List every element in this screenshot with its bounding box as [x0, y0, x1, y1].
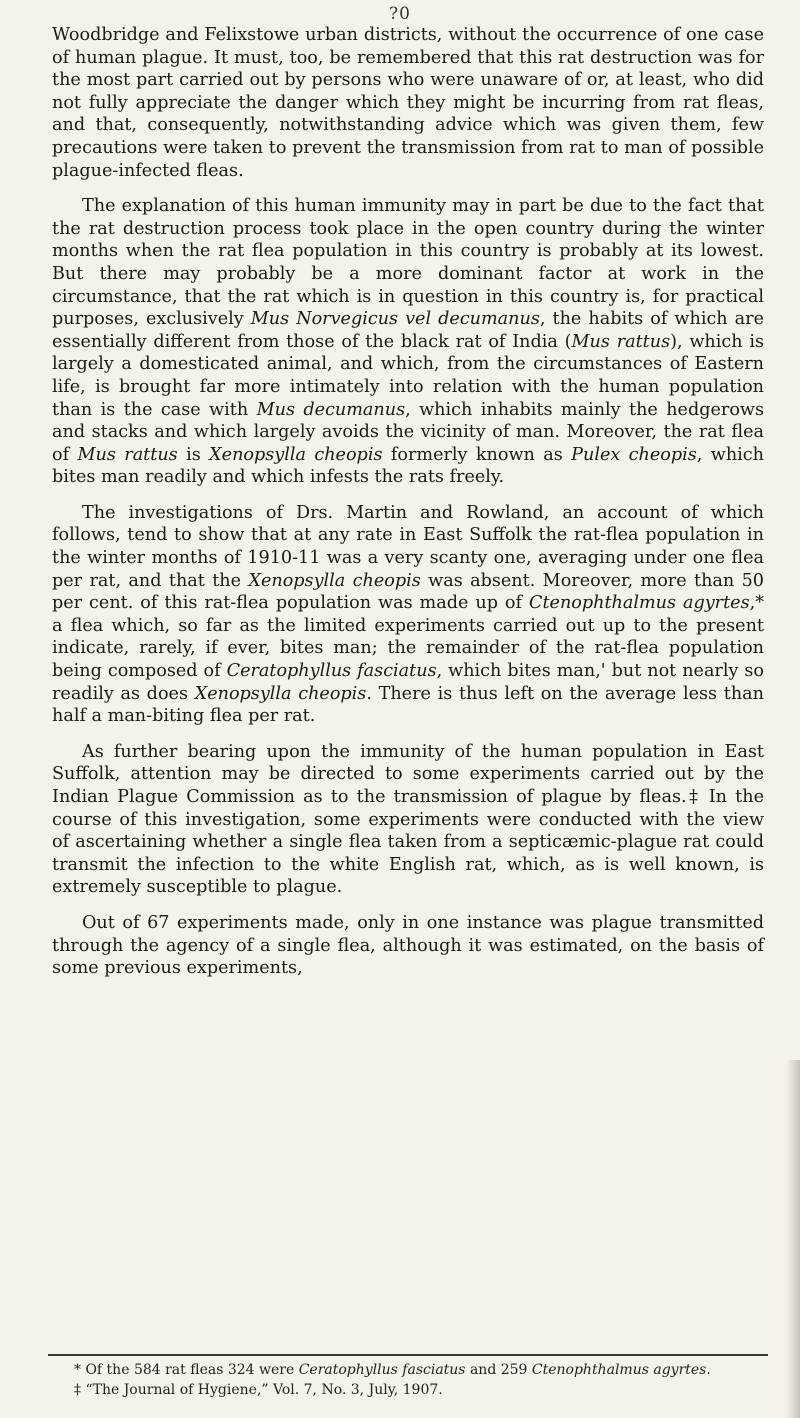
footnote-divider [48, 1354, 768, 1356]
page-number: ?0 [389, 4, 411, 24]
paragraph [52, 502, 764, 728]
footnote [52, 1380, 764, 1400]
text-run: is [177, 444, 210, 465]
text-run: formerly known as [382, 444, 572, 465]
paragraph [52, 741, 764, 899]
italic-text-run: Ctenophthalmus agyrtes [529, 593, 750, 614]
paragraph [52, 24, 764, 182]
italic-text-run: Pulex cheopis [571, 444, 697, 465]
footnote [52, 1360, 764, 1380]
text-run: As further bearing upon the immunity of the human population in East Suffolk, attention may be directed to some experiments carried out by the Indian Plague Commission as to the transmission of plague by fleas.‡ In the course of this investigation, some experiments were conducted with the view of ascertaining whether a single flea taken from a septicæmic-plague rat could transmit the infection to the white English rat, which, as is well known, is extremely susceptible to plague. [52, 741, 764, 898]
italic-text-run: Xenopsylla cheopis [209, 444, 383, 465]
text-run: Out of 67 experiments made, only in one instance was plague transmitted through the agency of a single flea, although it was estimated, on the basis of some previous experiments, [52, 912, 764, 979]
text-run: , which inhabits mainly the hedgerows and stacks and which largely avoids the vicinity of man. Moreover, the rat flea of [52, 399, 764, 465]
text-run: . [706, 1362, 711, 1378]
page-edge-shadow [786, 1060, 800, 1418]
text-run: and 259 [465, 1362, 532, 1378]
text-run: . There is thus left on the average less than half a man-biting flea per rat. [52, 683, 765, 727]
text-run: ), which is largely a domesticated animal, and which, from the circumstances of Eastern life, is brought far more intimately into relation with the human population than is the case with [52, 331, 764, 420]
italic-text-run: Mus Norvegicus vel decumanus [250, 309, 540, 330]
paragraph [52, 912, 764, 980]
text-run: ‡ “The Journal of Hygiene,” Vol. 7, No. 3, July, 1907. [74, 1382, 443, 1398]
paragraph [52, 195, 764, 489]
text-run: , the habits of which are essentially different from those of the black rat of India ( [52, 309, 764, 352]
italic-text-run: Ctenophthalmus agyrtes [531, 1362, 707, 1378]
text-run: The explanation of this human immunity may in part be due to the fact that the rat destruction process took place in the open country during the winter months when the rat flea population in this country is probably at its lowest. But there may probably be a more dominant factor at work in the circumstance, that the rat which is in question in this country is, for practical purposes, exclusively [52, 196, 764, 330]
body-text [52, 24, 764, 993]
italic-text-run: Mus decumanus [256, 399, 406, 420]
italic-text-run: Xenopsylla cheopis [248, 570, 421, 591]
text-run: was absent. Moreover, more than 50 per cent. of this rat-flea population was made up of [52, 570, 764, 614]
italic-text-run: Mus rattus [571, 331, 671, 352]
text-run: , which bites man,' but not nearly so readily as does [52, 661, 765, 704]
italic-text-run: Ceratophyllus fasciatus [298, 1362, 466, 1378]
italic-text-run: Ceratophyllus fasciatus [226, 661, 437, 682]
text-run: ,* a flea which, so far as the limited experiments carried out up to the present indicate, rarely, if ever, bites man; the remainder of the rat-flea population being composed of [52, 593, 764, 682]
text-run: * Of the 584 rat fleas 324 were [74, 1362, 299, 1378]
footnotes [52, 1360, 764, 1400]
text-run: The investigations of Drs. Martin and Rowland, an account of which follows, tend to show that at any rate in East Suffolk the rat-flea population in the winter months of 1910-11 was a very scanty one, averaging under one flea per rat, and that the [52, 502, 764, 591]
text-run: , which bites man readily and which infests the rats freely. [52, 444, 764, 488]
italic-text-run: Xenopsylla cheopis [194, 683, 367, 704]
italic-text-run: Mus rattus [77, 444, 178, 465]
text-run: Woodbridge and Felixstowe urban districts, without the occurrence of one case of human plague. It must, too, be remembered that this rat destruction was for the most part carried out by persons who were unaware of or, at least, who did not fully appreciate the danger which they might be incurring from rat fleas, and that, consequently, notwithstanding advice which was given them, few precautions were taken to prevent the transmission from rat to man of possible plague-infected fleas. [52, 25, 764, 181]
